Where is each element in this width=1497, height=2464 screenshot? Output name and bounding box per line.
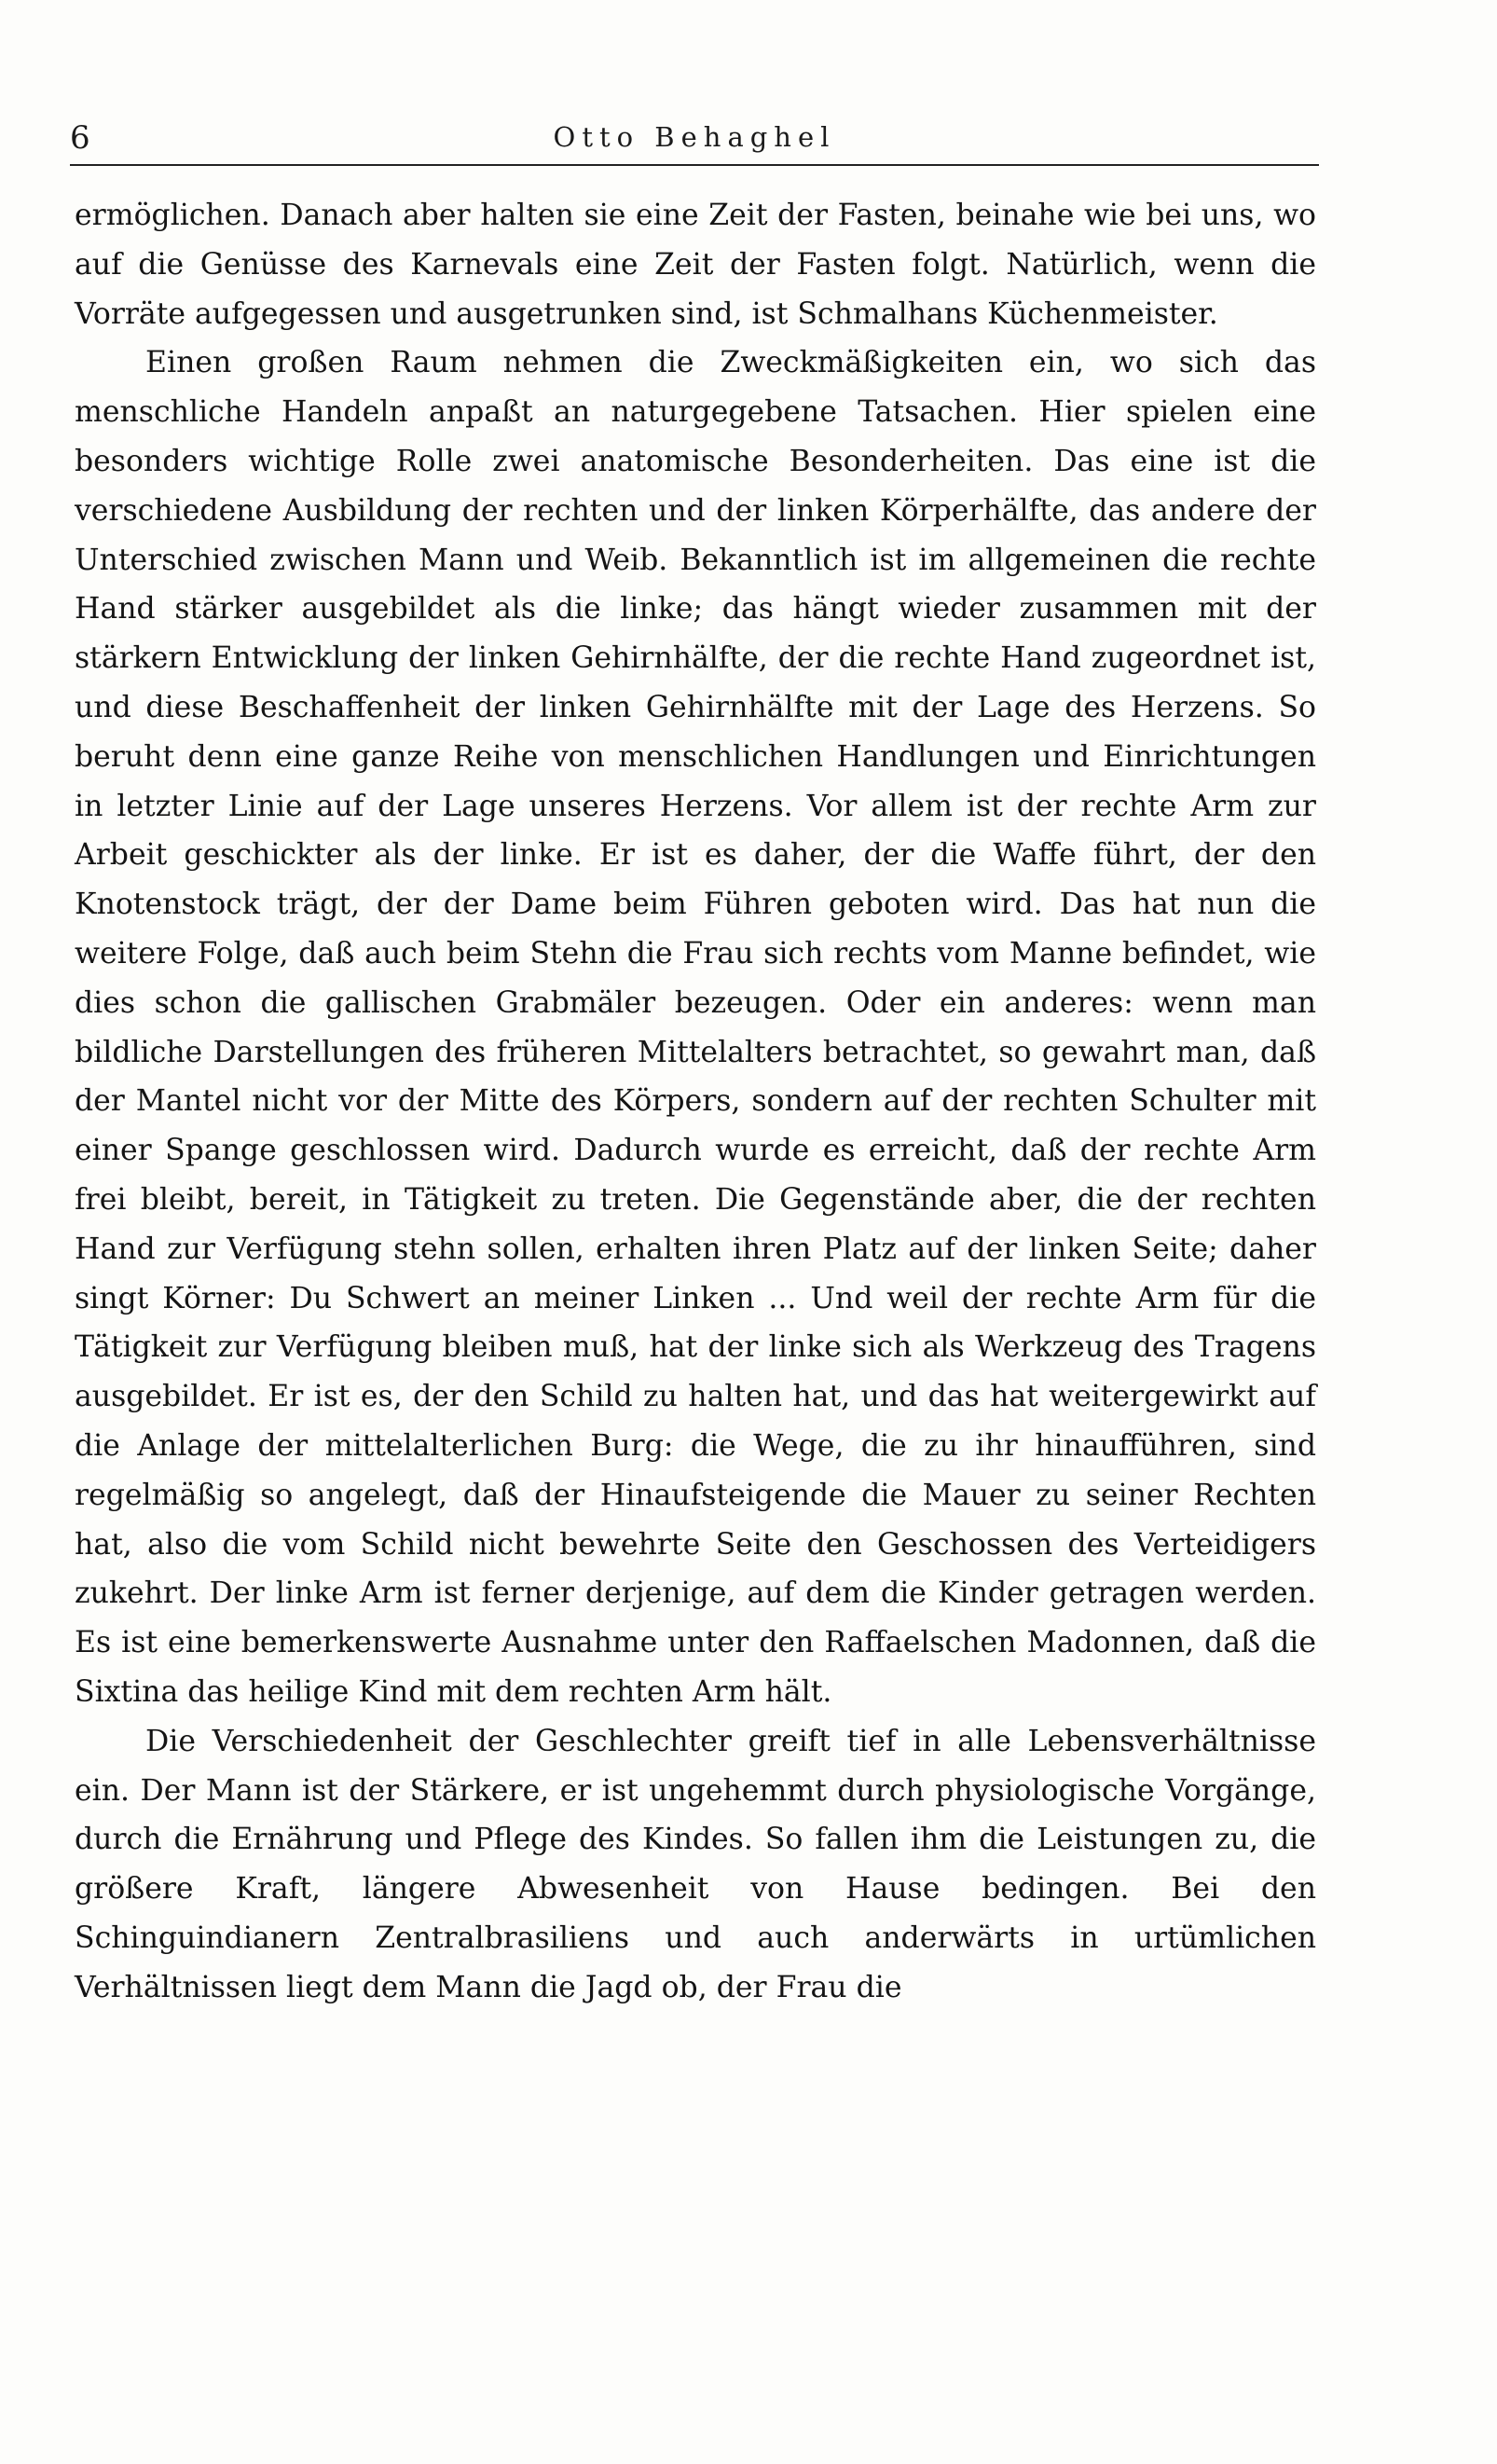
body-text bbox=[75, 191, 1316, 2012]
paragraph-1: ermöglichen. Danach aber halten sie eine Zeit der Fasten, beinahe wie bei uns, wo auf die Genüsse des Karnevals eine Zeit der Fasten folgt. Natürlich, wenn die Vorräte aufgegessen und ausgetrunken sind, ist Schmalhans Küchenmeister. bbox=[75, 199, 1316, 331]
paragraph-3: Die Verschiedenheit der Geschlechter greift tief in alle Lebensverhältnisse ein. Der Mann ist der Stärkere, er ist ungehemmt durch physiologische Vorgänge, durch die Ernährung und Pflege des Kindes. So fallen ihm die Leistungen zu, die größere Kraft, längere Abwesenheit von Hause bedingen. Bei den Schinguindianern Zentralbrasiliens und auch anderwärts in urtümlichen Verhältnissen liegt dem Mann die Jagd ob, der Frau die bbox=[75, 1724, 1316, 2004]
page-number: 6 bbox=[70, 119, 90, 157]
paragraph-2: Einen großen Raum nehmen die Zweckmäßigkeiten ein, wo sich das menschliche Handeln anpaßt an naturgegebene Tatsachen. Hier spielen eine besonders wichtige Rolle zwei anatomische Besonderheiten. Das eine ist die verschiedene Ausbildung der rechten und der linken Körperhälfte, das andere der Unterschied zwischen Mann und Weib. Bekanntlich ist im allgemeinen die rechte Hand stärker ausgebildet als die linke; das hängt wieder zusammen mit der stärkern Entwicklung der linken Gehirnhälfte, der die rechte Hand zugeordnet ist, und diese Beschaffenheit der linken Gehirnhälfte mit der Lage des Herzens. So beruht denn eine ganze Reihe von menschlichen Handlungen und Einrichtungen in letzter Linie auf der Lage unseres Herzens. Vor allem ist der rechte Arm zur Arbeit geschickter als der linke. Er ist es daher, der die Waffe führt, der den Knotenstock trägt, der der Dame beim Führen geboten wird. Das hat nun die weitere Folge, daß auch beim Stehn die Frau sich rechts vom Manne befindet, wie dies schon die gallischen Grabmäler bezeugen. Oder ein anderes: wenn man bildliche Darstellungen des früheren Mittelalters betrachtet, so gewahrt man, daß der Mantel nicht vor der Mitte des Körpers, sondern auf der rechten Schulter mit einer Spange geschlossen wird. Dadurch wurde es erreicht, daß der rechte Arm frei bleibt, bereit, in Tätigkeit zu treten. Die Gegenstände aber, die der rechten Hand zur Verfügung stehn sollen, erhalten ihren Platz auf der linken Seite; daher singt Körner: Du Schwert an meiner Linken ... Und weil der rechte Arm für die Tätigkeit zur Verfügung bleiben muß, hat der linke sich als Werkzeug des Tragens ausgebildet. Er ist es, der den Schild zu halten hat, und das hat weitergewirkt auf die Anlage der mittelalterlichen Burg: die Wege, die zu ihr hinaufführen, sind regelmäßig so angelegt, daß der Hinaufsteigende die Mauer zu seiner Rechten hat, also die vom Schild nicht bewehrte Seite den Geschossen des Verteidigers zukehrt. Der linke Arm ist ferner derjenige, auf dem die Kinder getragen werden. Es ist eine bemerkenswerte Ausnahme unter den Raffaelschen Madonnen, daß die Sixtina das heilige Kind mit dem rechten Arm hält. bbox=[75, 346, 1316, 1709]
running-head: Otto Behaghel bbox=[553, 121, 836, 153]
page-header bbox=[70, 119, 1319, 166]
